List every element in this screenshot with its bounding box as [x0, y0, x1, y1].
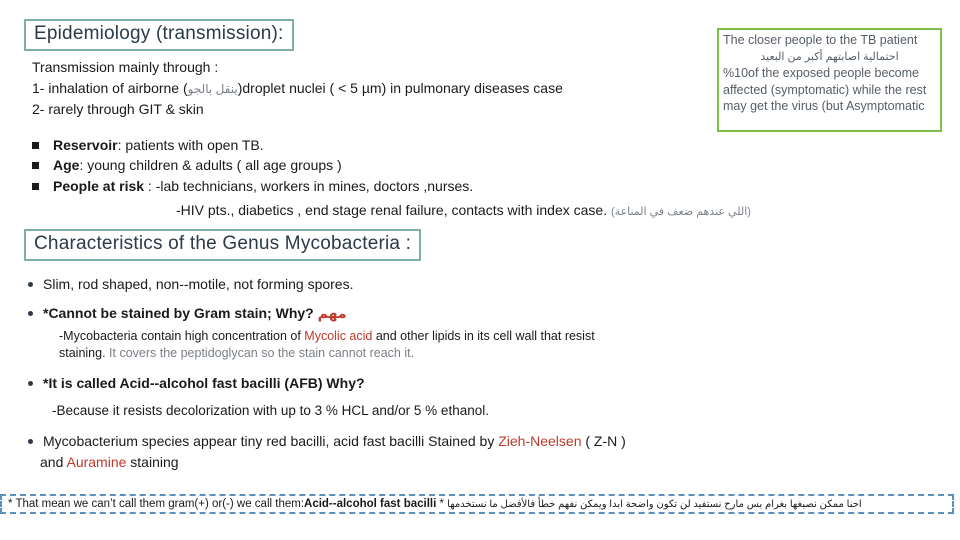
- item4-a: Mycobacterium species appear tiny red bacilli, acid fast bacilli Stained by: [43, 433, 499, 449]
- footer-text-a: * That mean we can’t call them gram(+) or(-) we call them:: [8, 498, 305, 510]
- important-arabic-mark: مهم: [317, 305, 347, 321]
- footer-note: [0, 494, 954, 514]
- char-item-3-detail: -Because it resists decolorization with up to 3 % HCL and/or 5 % ethanol.: [52, 403, 489, 418]
- note-line1: The closer people to the TB patient: [723, 33, 918, 47]
- note-rest: %10of the exposed people become affected (symptomatic) while the rest may get the virus (but Asymptomatic: [723, 66, 927, 113]
- item4-c: and: [40, 454, 67, 470]
- star-mark: *: [43, 375, 49, 391]
- note-box: [717, 28, 942, 132]
- line1-arabic: ينقل بالجو: [187, 82, 238, 96]
- char-item-3: [28, 372, 365, 394]
- line1-prefix: 1- inhalation of airborne (: [32, 80, 188, 96]
- bullet-text: : young children & adults ( all age groups ): [79, 157, 342, 173]
- char-item-1-text: Slim, rod shaped, non--motile, not forming spores.: [43, 276, 354, 292]
- risk-arabic-note: (اللي عندهم ضعف في المناعة): [611, 206, 751, 218]
- characteristics-title: [24, 229, 421, 261]
- char-item-2: [28, 302, 346, 324]
- bullet-age: [32, 154, 342, 176]
- item4-d: staining: [126, 454, 179, 470]
- auramine-text: Auramine: [66, 454, 127, 470]
- risk-continuation-text: -HIV pts., diabetics , end stage renal failure, contacts with index case.: [176, 202, 608, 218]
- detail-c: staining.: [59, 346, 106, 360]
- footer-text-b: Acid--alcohol fast bacilli: [304, 498, 437, 510]
- detail-gray: It covers the peptidoglycan so the stain cannot reach it.: [105, 346, 415, 360]
- bullet-people-at-risk: [32, 175, 473, 197]
- line1-suffix: )droplet nuclei ( < 5 µm) in pulmonary diseases case: [237, 80, 563, 96]
- round-bullet-icon: [28, 282, 33, 287]
- square-bullet-icon: [32, 142, 39, 149]
- detail-a: -Mycobacteria contain high concentration of: [59, 329, 305, 343]
- footer-arabic: احنا ممكن نصبغها بغرام بس مارح نستفيد لن تكون واضحة ابدا ويمكن نفهم خطأ فالأفضل ما نستخدمها: [447, 499, 862, 510]
- detail-line-a: [59, 328, 595, 345]
- char-item-2-text: *Cannot be stained by Gram stain; Why?: [43, 305, 314, 321]
- detail-line-b: [59, 345, 595, 362]
- bullet-reservoir: [32, 134, 264, 156]
- char-item-3-text: It is called Acid--alcohol fast bacilli (AFB) Why?: [48, 375, 365, 391]
- ziehl-neelsen-text: Zieh-Neelsen: [498, 433, 582, 449]
- risk-continuation: [176, 199, 751, 223]
- epidemiology-title: [24, 19, 294, 51]
- char-item-1: [28, 273, 353, 295]
- round-bullet-icon: [28, 381, 33, 386]
- footer-text-c: *: [436, 498, 444, 510]
- square-bullet-icon: [32, 183, 39, 190]
- bullet-text: : -lab technicians, workers in mines, doctors ,nurses.: [144, 178, 474, 194]
- transmission-heading: Transmission mainly through :: [32, 59, 219, 75]
- bullet-text: : patients with open TB.: [117, 137, 264, 153]
- epidemiology-title-text: Epidemiology (transmission):: [34, 23, 284, 44]
- transmission-line2: 2- rarely through GIT & skin: [32, 101, 204, 117]
- bullet-label: People at risk: [53, 178, 145, 194]
- detail-b: and other lipids in its cell wall that resist: [372, 329, 595, 343]
- item4-b: ( Z-N ): [581, 433, 626, 449]
- bullet-label: Reservoir: [53, 137, 118, 153]
- note-arabic: احتمالية اصابتهم أكبر من البعيد: [760, 50, 899, 63]
- char-item-4-line1: [28, 431, 626, 452]
- round-bullet-icon: [28, 311, 33, 316]
- square-bullet-icon: [32, 162, 39, 169]
- round-bullet-icon: [28, 439, 33, 444]
- char-item-2-detail: [59, 328, 595, 362]
- characteristics-title-text: Characteristics of the Genus Mycobacteria :: [34, 233, 412, 254]
- char-item-4: [28, 431, 626, 473]
- mycolic-acid-text: Mycolic acid: [304, 329, 373, 343]
- bullet-label: Age: [53, 157, 80, 173]
- transmission-line1: [32, 78, 563, 100]
- char-item-4-line2: [28, 452, 626, 473]
